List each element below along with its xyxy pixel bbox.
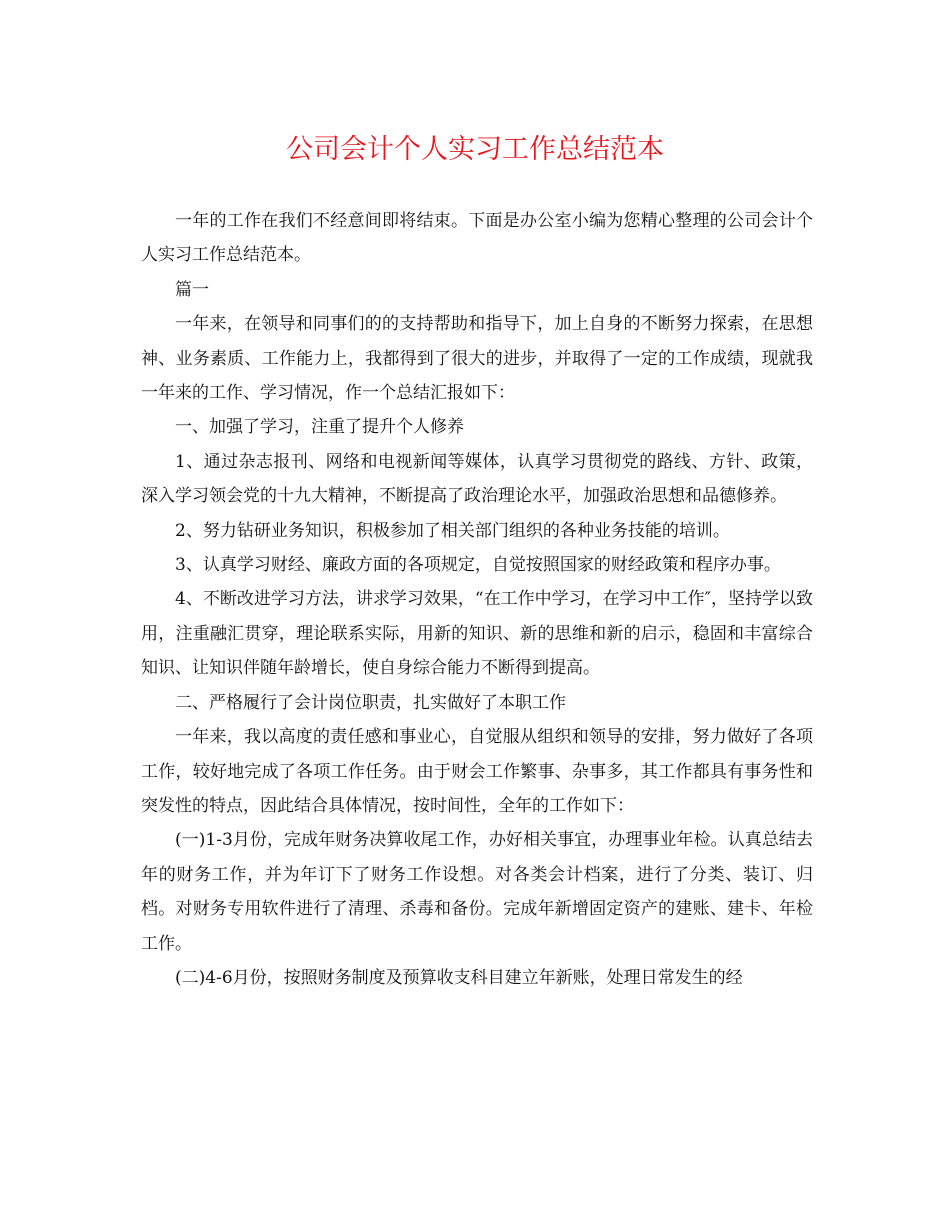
document-body bbox=[141, 204, 813, 995]
paragraph-item-1: 1、通过杂志报刊、网络和电视新闻等媒体，认真学习贯彻党的路线、方针、政策，深入学习领会党的十九大精神，不断提高了政治理论水平，加强政治思想和品德修养。 bbox=[141, 451, 813, 507]
paragraph-overview: 一年来，在领导和同事们的的支持帮助和指导下，加上自身的不断努力探索，在思想神、业务素质、工作能力上，我都得到了很大的进步，并取得了一定的工作成绩，现就我一年来的工作、学习情况，作一个总结汇报如下： bbox=[141, 314, 813, 404]
paragraph-item-2: 2、努力钻研业务知识，积极参加了相关部门组织的各种业务技能的培训。 bbox=[175, 520, 730, 541]
paragraph-item-4: 4、不断改进学习方法，讲求学习效果，“在工作中学习，在学习中工作″，坚持学以致用，注重融汇贯穿，理论联系实际，用新的知识、新的思维和新的启示，稳固和丰富综合知识、让知识伴随年龄增长，使自身综合能力不断得到提高。 bbox=[141, 589, 813, 679]
document-title: 公司会计个人实习工作总结范本 bbox=[286, 134, 664, 165]
paragraph-heading-2: 二、严格履行了会计岗位职责，扎实做好了本职工作 bbox=[175, 692, 566, 713]
paragraph-intro: 一年的工作在我们不经意间即将结束。下面是办公室小编为您精心整理的公司会计个人实习工作总结范本。 bbox=[141, 211, 813, 266]
paragraph-item-3: 3、认真学习财经、廉政方面的各项规定，自觉按照国家的财经政策和程序办事。 bbox=[175, 555, 781, 576]
paragraph-work-summary: 一年来，我以高度的责任感和事业心，自觉服从组织和领导的安排，努力做好了各项工作，较好地完成了各项工作任务。由于财会工作繁事、杂事多，其工作都具有事务性和突发性的特点，因此结合具体情况，按时间性，全年的工作如下： bbox=[141, 727, 813, 816]
paragraph-q1: (一)1-3月份，完成年财务决算收尾工作，办好相关事宜，办理事业年检。认真总结去年的财务工作，并为年订下了财务工作设想。对各类会计档案，进行了分类、装订、归档。对财务专用软件进行了清理、杀毒和备份。完成年新增固定资产的建账、建卡、年检工作。 bbox=[141, 830, 813, 954]
paragraph-q2: (二)4-6月份，按照财务制度及预算收支科目建立年新账，处理日常发生的经 bbox=[175, 967, 743, 988]
paragraph-section-label: 篇一 bbox=[175, 279, 209, 300]
paragraph-heading-1: 一、加强了学习，注重了提升个人修养 bbox=[175, 417, 464, 438]
